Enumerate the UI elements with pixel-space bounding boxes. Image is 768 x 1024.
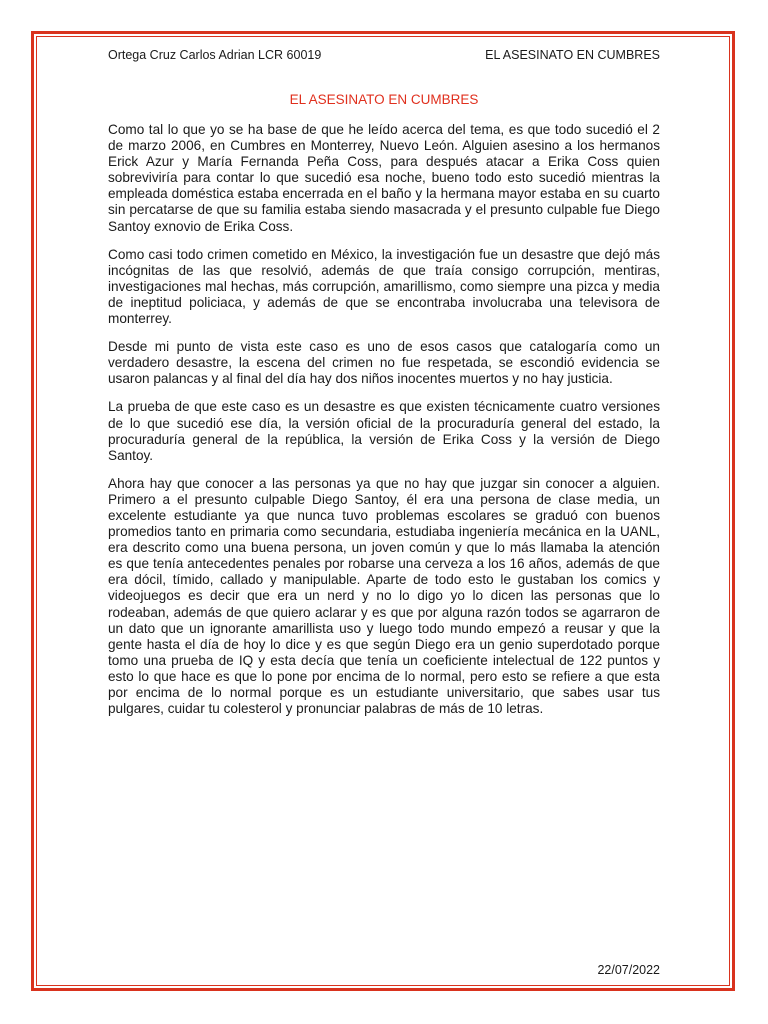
page-header <box>108 47 660 63</box>
paragraph: Como casi todo crimen cometido en México, la investigación fue un desastre que dejó más incógnitas de las que resolvió, además de que traía consigo corrupción, mentiras, investigaciones mal hechas, más corrupción, amarillismo, como siempre una pizca y media de ineptitud policiaca, y además de que se encontraba involucraba una televisora de monterrey. <box>108 246 660 327</box>
document-title: EL ASESINATO EN CUMBRES <box>289 92 479 107</box>
header-author: Ortega Cruz Carlos Adrian LCR 60019 <box>108 48 322 62</box>
paragraph: La prueba de que este caso es un desastre es que existen técnicamente cuatro versiones de lo que sucedió ese día, la versión oficial de la procuraduría general del estado, la procuraduría general de la república, la versión de Erika Coss y la versión de Diego Santoy. <box>108 399 660 463</box>
header-running-title: EL ASESINATO EN CUMBRES <box>485 48 660 62</box>
paragraph: Desde mi punto de vista este caso es uno de esos casos que catalogaría como un verdadero desastre, la escena del crimen no fue respetada, se escondió evidencia se usaron palancas y al final del día hay dos niños inocentes muertos y no hay justicia. <box>108 339 660 387</box>
paragraph: Ahora hay que conocer a las personas ya que no hay que juzgar sin conocer a alguien. Primero a el presunto culpable Diego Santoy, él era una persona de clase media, un excelente estudiante ya que nunca tuvo problemas escolares se graduó con buenos promedios tanto en primaria como secundaria, estudiaba ingeniería mecánica en la UANL, era descrito como una buena persona, un joven común y que lo más llamaba la atención es que tenía antecedentes penales por robarse una cerveza a los 16 años, además de que era dócil, tímido, callado y manipulable. Aparte de todo esto le gustaban los comics y videojuegos es decir que era un nerd y no lo digo yo lo dicen las personas que lo rodeaban, además de que quiero aclarar y es que por alguna razón todos se agarraron de un dato que un ignorante amarillista uso y luego todo mundo empezó a reusar y que la gente hasta el día de hoy lo dice y es que según Diego era un genio superdotado porque tomo una prueba de IQ y esta decía que tenía un coeficiente intelectual de 122 puntos y esto lo que hace es que lo pone por encima de lo normal, pero esto se refiere a que esta por encima de lo normal porque es un estudiante universitario, que sabes usar tus pulgares, cuidar tu colesterol y pronunciar palabras de más de 10 letras. <box>108 475 660 717</box>
footer-date: 22/07/2022 <box>597 963 660 977</box>
document-body <box>108 122 660 729</box>
paragraph: Como tal lo que yo se ha base de que he leído acerca del tema, es que todo sucedió el 2 de marzo 2006, en Cumbres en Monterrey, Nuevo León. Alguien asesino a los hermanos Erick Azur y María Fernanda Peña Coss, para después atacar a Erika Coss quien sobreviviría para contar lo que sucedió esa noche, bueno todo esto sucedió mientras la empleada doméstica estaba encerrada en el baño y la hermana mayor estaba en su cuarto sin percatarse de que su familia estaba siendo masacrada y el presunto culpable fue Diego Santoy exnovio de Erika Coss. <box>108 122 660 234</box>
